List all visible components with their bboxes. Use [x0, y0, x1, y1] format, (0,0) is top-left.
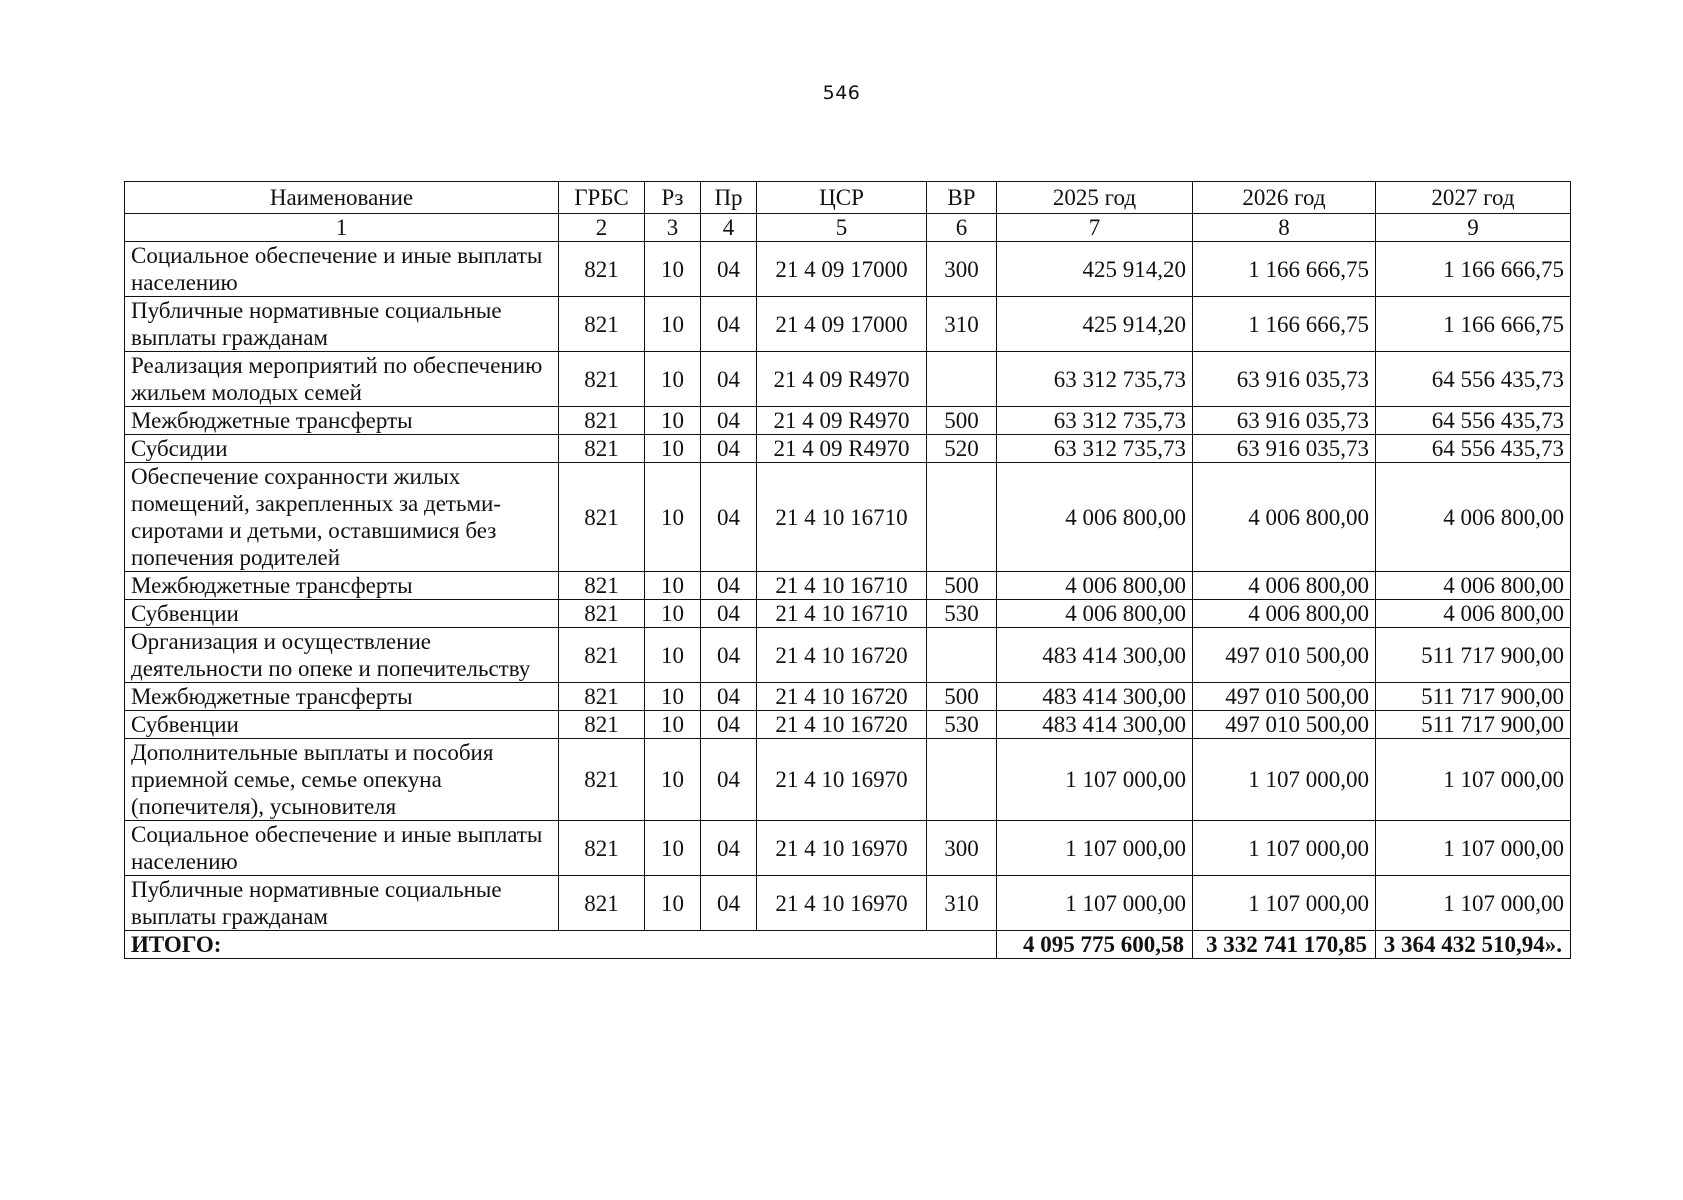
- grbs-cell: 821: [559, 352, 645, 407]
- pr-cell: 04: [701, 739, 757, 821]
- amount-2027: 1 107 000,00: [1376, 876, 1571, 931]
- amount-2025: 483 414 300,00: [997, 711, 1193, 739]
- column-number: 6: [927, 214, 997, 242]
- amount-2026: 4 006 800,00: [1193, 600, 1376, 628]
- rz-cell: 10: [645, 683, 701, 711]
- item-name: Межбюджетные трансферты: [125, 572, 559, 600]
- table-row: [125, 435, 1571, 463]
- csr-cell: 21 4 09 17000: [757, 242, 927, 297]
- column-number: 2: [559, 214, 645, 242]
- amount-2025: 63 312 735,73: [997, 435, 1193, 463]
- csr-cell: 21 4 10 16970: [757, 739, 927, 821]
- item-name: Обеспечение сохранности жилых помещений, закрепленных за детьми-сиротами и детьми, оставшимися без попечения родителей: [125, 463, 559, 572]
- rz-cell: 10: [645, 711, 701, 739]
- vr-cell: [927, 463, 997, 572]
- table-row: [125, 572, 1571, 600]
- grbs-cell: 821: [559, 876, 645, 931]
- budget-table: [124, 181, 1571, 959]
- rz-cell: 10: [645, 297, 701, 352]
- csr-cell: 21 4 09 R4970: [757, 435, 927, 463]
- grbs-cell: 821: [559, 435, 645, 463]
- grbs-cell: 821: [559, 600, 645, 628]
- rz-cell: 10: [645, 739, 701, 821]
- rz-cell: 10: [645, 628, 701, 683]
- amount-2027: 4 006 800,00: [1376, 463, 1571, 572]
- pr-cell: 04: [701, 600, 757, 628]
- grbs-cell: 821: [559, 572, 645, 600]
- grbs-cell: 821: [559, 407, 645, 435]
- pr-cell: 04: [701, 463, 757, 572]
- header-cell: ГРБС: [559, 182, 645, 214]
- table-row: [125, 628, 1571, 683]
- rz-cell: 10: [645, 876, 701, 931]
- item-name: Организация и осуществление деятельности по опеке и попечительству: [125, 628, 559, 683]
- item-name: Социальное обеспечение и иные выплаты населению: [125, 821, 559, 876]
- column-number: 1: [125, 214, 559, 242]
- amount-2025: 1 107 000,00: [997, 739, 1193, 821]
- amount-2026: 4 006 800,00: [1193, 572, 1376, 600]
- rz-cell: 10: [645, 572, 701, 600]
- amount-2026: 1 107 000,00: [1193, 739, 1376, 821]
- amount-2026: 1 166 666,75: [1193, 297, 1376, 352]
- vr-cell: 300: [927, 821, 997, 876]
- total-2027: 3 364 432 510,94».: [1376, 931, 1571, 959]
- rz-cell: 10: [645, 821, 701, 876]
- table-row: [125, 352, 1571, 407]
- column-number: 9: [1376, 214, 1571, 242]
- amount-2026: 497 010 500,00: [1193, 628, 1376, 683]
- table-row: [125, 876, 1571, 931]
- header-cell: ЦСР: [757, 182, 927, 214]
- amount-2027: 1 107 000,00: [1376, 821, 1571, 876]
- pr-cell: 04: [701, 297, 757, 352]
- amount-2027: 1 166 666,75: [1376, 242, 1571, 297]
- rz-cell: 10: [645, 435, 701, 463]
- rz-cell: 10: [645, 463, 701, 572]
- amount-2027: 64 556 435,73: [1376, 435, 1571, 463]
- csr-cell: 21 4 10 16720: [757, 683, 927, 711]
- amount-2026: 1 166 666,75: [1193, 242, 1376, 297]
- pr-cell: 04: [701, 821, 757, 876]
- table-row: [125, 821, 1571, 876]
- header-row: [125, 182, 1571, 214]
- header-cell: 2027 год: [1376, 182, 1571, 214]
- amount-2027: 4 006 800,00: [1376, 600, 1571, 628]
- vr-cell: 520: [927, 435, 997, 463]
- vr-cell: [927, 628, 997, 683]
- column-number: 3: [645, 214, 701, 242]
- amount-2027: 64 556 435,73: [1376, 352, 1571, 407]
- amount-2026: 63 916 035,73: [1193, 352, 1376, 407]
- vr-cell: 530: [927, 600, 997, 628]
- item-name: Дополнительные выплаты и пособия приемной семье, семье опекуна (попечителя), усыновителя: [125, 739, 559, 821]
- pr-cell: 04: [701, 572, 757, 600]
- amount-2027: 1 166 666,75: [1376, 297, 1571, 352]
- amount-2026: 63 916 035,73: [1193, 407, 1376, 435]
- vr-cell: [927, 352, 997, 407]
- vr-cell: [927, 739, 997, 821]
- item-name: Субвенции: [125, 600, 559, 628]
- pr-cell: 04: [701, 352, 757, 407]
- amount-2027: 511 717 900,00: [1376, 628, 1571, 683]
- table-row: [125, 600, 1571, 628]
- grbs-cell: 821: [559, 463, 645, 572]
- amount-2025: 1 107 000,00: [997, 876, 1193, 931]
- amount-2025: 425 914,20: [997, 297, 1193, 352]
- grbs-cell: 821: [559, 739, 645, 821]
- amount-2027: 4 006 800,00: [1376, 572, 1571, 600]
- table-row: [125, 463, 1571, 572]
- header-cell: Рз: [645, 182, 701, 214]
- column-number: 4: [701, 214, 757, 242]
- amount-2026: 1 107 000,00: [1193, 821, 1376, 876]
- csr-cell: 21 4 09 17000: [757, 297, 927, 352]
- grbs-cell: 821: [559, 297, 645, 352]
- rz-cell: 10: [645, 600, 701, 628]
- table-row: [125, 297, 1571, 352]
- vr-cell: 500: [927, 572, 997, 600]
- table-row: [125, 683, 1571, 711]
- item-name: Субвенции: [125, 711, 559, 739]
- csr-cell: 21 4 10 16970: [757, 876, 927, 931]
- csr-cell: 21 4 10 16970: [757, 821, 927, 876]
- pr-cell: 04: [701, 242, 757, 297]
- rz-cell: 10: [645, 242, 701, 297]
- vr-cell: 310: [927, 297, 997, 352]
- amount-2027: 64 556 435,73: [1376, 407, 1571, 435]
- amount-2025: 4 006 800,00: [997, 600, 1193, 628]
- table-row: [125, 711, 1571, 739]
- item-name: Межбюджетные трансферты: [125, 407, 559, 435]
- header-cell: Пр: [701, 182, 757, 214]
- vr-cell: 500: [927, 407, 997, 435]
- amount-2026: 1 107 000,00: [1193, 876, 1376, 931]
- item-name: Социальное обеспечение и иные выплаты населению: [125, 242, 559, 297]
- amount-2025: 63 312 735,73: [997, 407, 1193, 435]
- header-cell: ВР: [927, 182, 997, 214]
- rz-cell: 10: [645, 352, 701, 407]
- csr-cell: 21 4 10 16710: [757, 600, 927, 628]
- vr-cell: 300: [927, 242, 997, 297]
- amount-2026: 4 006 800,00: [1193, 463, 1376, 572]
- csr-cell: 21 4 10 16720: [757, 628, 927, 683]
- header-cell: 2026 год: [1193, 182, 1376, 214]
- total-2025: 4 095 775 600,58: [997, 931, 1193, 959]
- vr-cell: 500: [927, 683, 997, 711]
- amount-2027: 511 717 900,00: [1376, 711, 1571, 739]
- amount-2025: 483 414 300,00: [997, 683, 1193, 711]
- csr-cell: 21 4 09 R4970: [757, 352, 927, 407]
- item-name: Субсидии: [125, 435, 559, 463]
- grbs-cell: 821: [559, 711, 645, 739]
- csr-cell: 21 4 09 R4970: [757, 407, 927, 435]
- item-name: Межбюджетные трансферты: [125, 683, 559, 711]
- column-number-row: [125, 214, 1571, 242]
- amount-2026: 497 010 500,00: [1193, 683, 1376, 711]
- amount-2025: 425 914,20: [997, 242, 1193, 297]
- pr-cell: 04: [701, 876, 757, 931]
- amount-2025: 483 414 300,00: [997, 628, 1193, 683]
- amount-2025: 4 006 800,00: [997, 463, 1193, 572]
- vr-cell: 310: [927, 876, 997, 931]
- rz-cell: 10: [645, 407, 701, 435]
- table-row: [125, 242, 1571, 297]
- column-number: 5: [757, 214, 927, 242]
- total-2026: 3 332 741 170,85: [1193, 931, 1376, 959]
- vr-cell: 530: [927, 711, 997, 739]
- grbs-cell: 821: [559, 242, 645, 297]
- amount-2027: 511 717 900,00: [1376, 683, 1571, 711]
- item-name: Реализация мероприятий по обеспечению жильем молодых семей: [125, 352, 559, 407]
- table-row: [125, 407, 1571, 435]
- csr-cell: 21 4 10 16720: [757, 711, 927, 739]
- amount-2025: 1 107 000,00: [997, 821, 1193, 876]
- amount-2027: 1 107 000,00: [1376, 739, 1571, 821]
- pr-cell: 04: [701, 435, 757, 463]
- item-name: Публичные нормативные социальные выплаты гражданам: [125, 297, 559, 352]
- total-row: [125, 931, 1571, 959]
- grbs-cell: 821: [559, 628, 645, 683]
- header-cell: Наименование: [125, 182, 559, 214]
- column-number: 8: [1193, 214, 1376, 242]
- total-label: ИТОГО:: [125, 931, 997, 959]
- amount-2026: 63 916 035,73: [1193, 435, 1376, 463]
- amount-2025: 4 006 800,00: [997, 572, 1193, 600]
- amount-2026: 497 010 500,00: [1193, 711, 1376, 739]
- column-number: 7: [997, 214, 1193, 242]
- pr-cell: 04: [701, 407, 757, 435]
- grbs-cell: 821: [559, 683, 645, 711]
- pr-cell: 04: [701, 711, 757, 739]
- pr-cell: 04: [701, 628, 757, 683]
- table-row: [125, 739, 1571, 821]
- page-number: 546: [822, 82, 861, 104]
- amount-2025: 63 312 735,73: [997, 352, 1193, 407]
- csr-cell: 21 4 10 16710: [757, 463, 927, 572]
- grbs-cell: 821: [559, 821, 645, 876]
- item-name: Публичные нормативные социальные выплаты гражданам: [125, 876, 559, 931]
- csr-cell: 21 4 10 16710: [757, 572, 927, 600]
- pr-cell: 04: [701, 683, 757, 711]
- header-cell: 2025 год: [997, 182, 1193, 214]
